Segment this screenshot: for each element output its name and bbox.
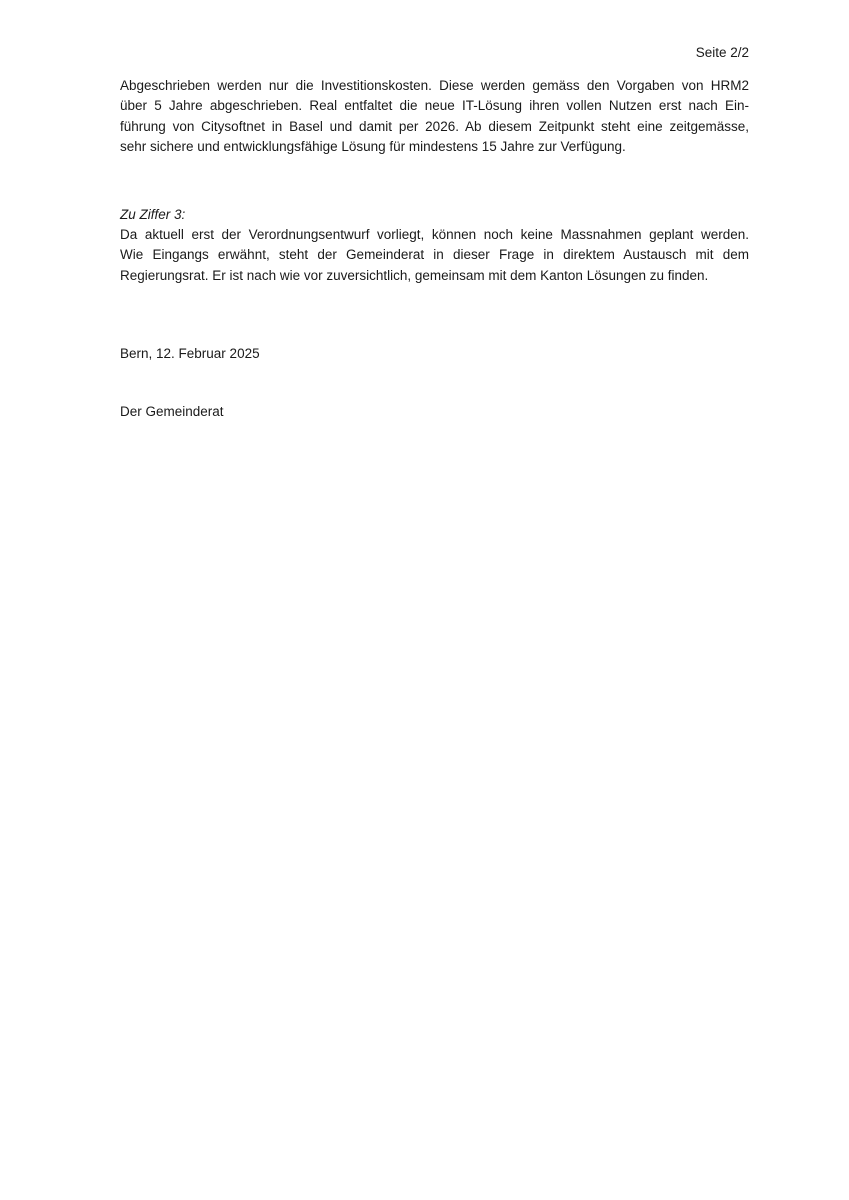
paragraph-line: Wie Eingangs erwähnt, steht der Gemeinderat in dieser Frage in direktem Austausch mit dem <box>120 247 749 263</box>
date-line: Bern, 12. Februar 2025 <box>120 346 260 361</box>
signature-line: Der Gemeinderat <box>120 404 224 419</box>
paragraph-line: Da aktuell erst der Verordnungsentwurf vorliegt, können noch keine Massnahmen geplant werden. <box>120 227 749 242</box>
paragraph-line: Abgeschrieben werden nur die Investitionskosten. Diese werden gemäss den Vorgaben von HRM2 <box>120 78 749 93</box>
paragraph-line: über 5 Jahre abgeschrieben. Real entfaltet die neue IT-Lösung ihren vollen Nutzen erst nach Ein- <box>120 98 749 114</box>
paragraph-line: Regierungsrat. Er ist nach wie vor zuversichtlich, gemeinsam mit dem Kanton Lösungen zu finden. <box>120 267 709 283</box>
paragraph-line: führung von Citysoftnet in Basel und damit per 2026. Ab diesem Zeitpunkt steht eine zeitgemässe, <box>120 118 749 134</box>
paragraph-depreciation <box>120 76 749 157</box>
section-heading-ziffer-3: Zu Ziffer 3: <box>120 207 186 222</box>
page-number: Seite 2/2 <box>695 45 749 60</box>
paragraph-line: sehr sichere und entwicklungsfähige Lösung für mindestens 15 Jahre zur Verfügung. <box>120 138 626 154</box>
paragraph-ziffer-3 <box>120 225 749 286</box>
